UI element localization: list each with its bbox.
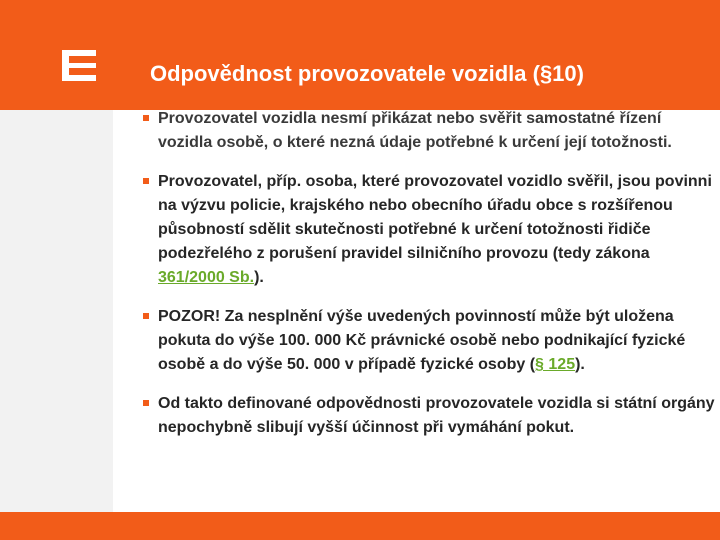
bullet-square-icon bbox=[143, 313, 149, 319]
left-sidebar-panel bbox=[0, 110, 113, 512]
cez-logo-icon bbox=[62, 50, 96, 81]
bullet-item bbox=[140, 107, 718, 155]
bullet-square-icon bbox=[143, 115, 149, 121]
bullet-item bbox=[140, 392, 718, 440]
header-bar bbox=[0, 0, 720, 110]
law-link[interactable]: 361/2000 Sb. bbox=[158, 269, 255, 286]
bullet-square-icon bbox=[143, 400, 149, 406]
bullet-square-icon bbox=[143, 178, 149, 184]
bullet-text: Od takto definované odpovědnosti provozovatele vozidla si státní orgány nepochybně slibují vyšší účinnost při vymáhání pokut. bbox=[158, 395, 715, 436]
page-title: Odpovědnost provozovatele vozidla (§10) bbox=[150, 61, 584, 86]
bullet-text-end: ). bbox=[254, 269, 264, 286]
bullet-text: POZOR! Za nesplnění výše uvedených povinností může být uložena pokuta do výše 100. 000 Kč právnické osobě nebo podnikající fyzické osobě a do výše 50. 000 v případě fyzické osoby ( bbox=[158, 308, 686, 373]
content-area bbox=[140, 107, 718, 455]
paragraph-link[interactable]: § 125 bbox=[535, 356, 576, 373]
bullet-text-end: ). bbox=[575, 356, 585, 373]
bullet-text: Provozovatel vozidla nesmí přikázat nebo svěřit samostatné řízení vozidla osobě, o které nezná údaje potřebné k určení její totožnosti. bbox=[158, 110, 672, 151]
bullet-item bbox=[140, 305, 718, 377]
bullet-text: Provozovatel, příp. osoba, které provozovatel vozidlo svěřil, jsou povinni na výzvu policie, krajského nebo obecního úřadu obce s rozšířenou působností sdělit skutečnosti potřebné k určení totožnosti řidiče podezřelého z porušení pravidel silničního provozu (tedy zákona bbox=[158, 173, 712, 262]
bullet-item bbox=[140, 170, 718, 290]
footer-bar bbox=[0, 512, 720, 540]
